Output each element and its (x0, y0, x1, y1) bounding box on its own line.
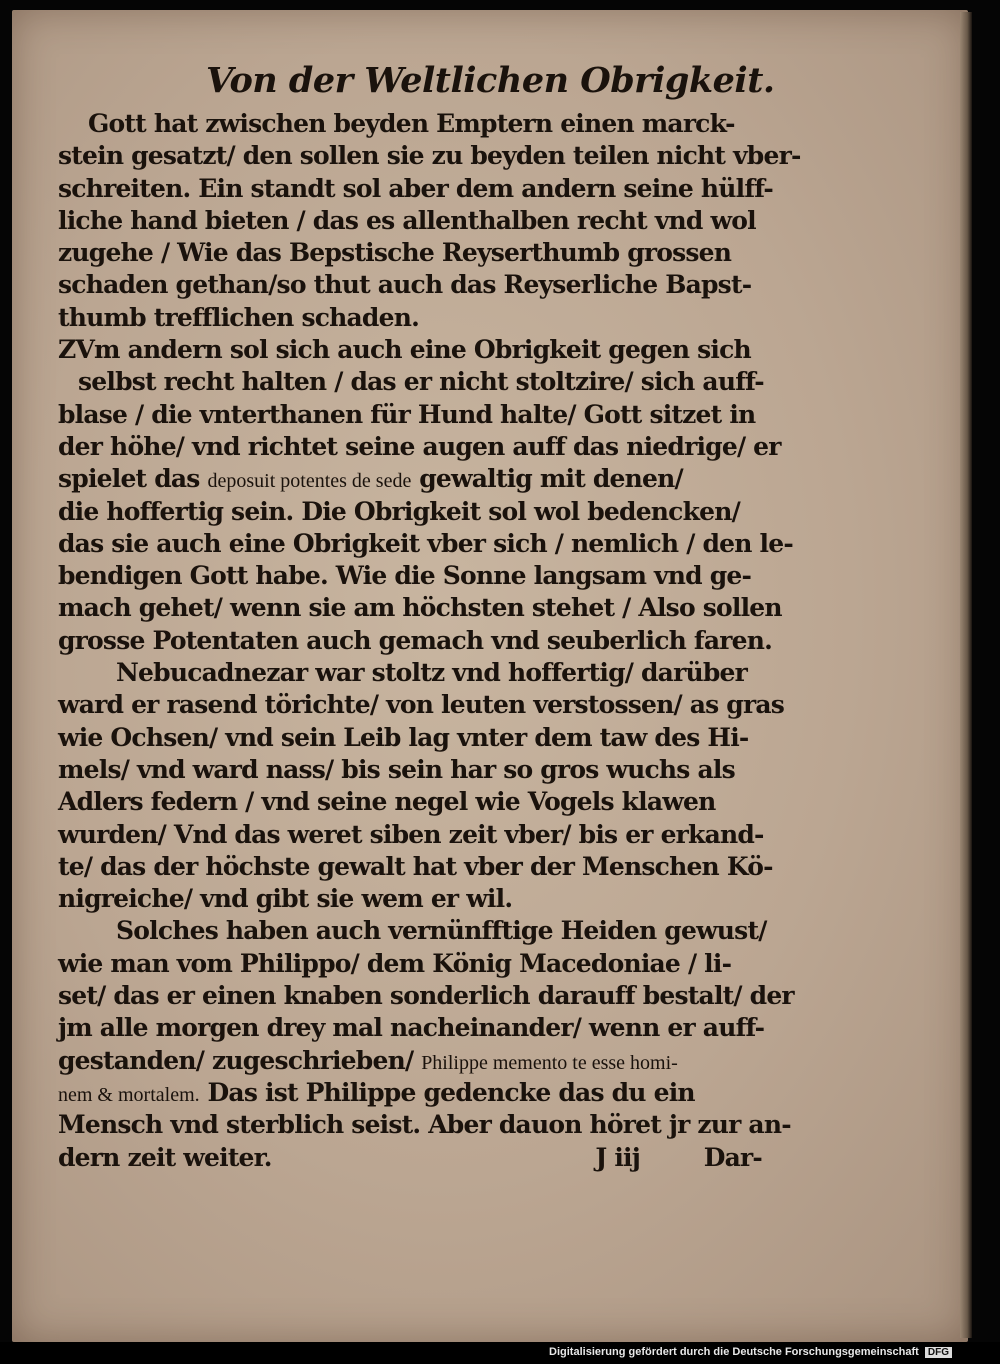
text-line: schreiten. Ein standt sol aber dem andern seine hülff- (58, 173, 773, 203)
signature-mark: J iij (595, 1142, 640, 1172)
text-line: mach gehet/ wenn sie am höchsten stehet / Also sollen (58, 593, 782, 623)
text-line: mels/ vnd ward nass/ bis sein har so gros wuchs als (58, 754, 735, 784)
text-line: schaden gethan/so thut auch das Reyserliche Bapst- (58, 270, 752, 300)
dfg-logo: DFG (925, 1347, 952, 1358)
text-line: wie Ochsen/ vnd sein Leib lag vnter dem taw des Hi- (58, 722, 749, 752)
catchword: Dar- (703, 1142, 762, 1172)
text-line: wurden/ Vnd das weret siben zeit vber/ bis er erkand- (58, 819, 764, 849)
text-line: die hoffertig sein. Die Obrigkeit sol wol bedencken/ (58, 496, 740, 526)
text-line: Mensch vnd sterblich seist. Aber dauon höret jr zur an- (58, 1110, 791, 1140)
text-segment: gestanden/ zugeschrieben/ (58, 1045, 414, 1075)
text-line: grosse Potentaten auch gemach vnd seuberlich faren. (58, 625, 773, 655)
text-line: der höhe/ vnd richtet seine augen auff das niedrige/ er (58, 431, 781, 461)
text-line: das sie auch eine Obrigkeit vber sich / nemlich / den le- (58, 528, 793, 558)
text-line: zugehe / Wie das Bepstische Reyserthumb grossen (58, 238, 732, 268)
latin-quote: nem & mortalem. (58, 1083, 200, 1106)
text-segment: Das ist Philippe gedencke das du ein (207, 1077, 695, 1107)
text-line: liche hand bieten / das es allenthalben recht vnd wol (58, 205, 756, 235)
latin-quote: deposuit potentes de sede (207, 470, 412, 493)
text-line-mixed (58, 1077, 778, 1109)
text-line: jm alle morgen drey mal nacheinander/ wenn er auff- (58, 1013, 765, 1043)
text-line: te/ das der höchste gewalt hat vber der Menschen Kö- (58, 851, 773, 881)
page-edge (960, 12, 972, 1338)
text-segment: dern zeit weiter. (58, 1142, 272, 1172)
text-line: selbst recht halten / das er nicht stoltzire/ sich auff- (78, 367, 764, 397)
text-line: bendigen Gott habe. Wie die Sonne langsam vnd ge- (58, 561, 752, 591)
latin-quote: Philippe memento te esse homi- (421, 1051, 678, 1074)
page-text (58, 58, 801, 1174)
text-line: Nebucadnezar war stoltz vnd hoffertig/ darüber (116, 658, 747, 688)
text-line: ZVm andern sol sich auch eine Obrigkeit gegen sich (58, 335, 751, 365)
last-line (58, 1142, 762, 1174)
text-line-mixed (58, 1045, 778, 1077)
footer-text: Digitalisierung gefördert durch die Deutsche Forschungsgemeinschaft (549, 1346, 919, 1358)
text-line: Adlers federn / vnd seine negel wie Vogels klawen (58, 787, 716, 817)
text-line: stein gesatzt/ den sollen sie zu beyden teilen nicht vber- (58, 141, 801, 171)
text-line: set/ das er einen knaben sonderlich darauff bestalt/ der (58, 981, 794, 1011)
text-line: thumb trefflichen schaden. (58, 302, 419, 332)
text-line: blase / die vnterthanen für Hund halte/ Gott sitzet in (58, 399, 756, 429)
text-line: wie man vom Philippo/ dem König Macedoniae / li- (58, 948, 732, 978)
text-line: Gott hat zwischen beyden Emptern einen marck- (88, 109, 735, 138)
running-head: Von der Weltlichen Obrigkeit. (206, 60, 775, 101)
text-segment: gewaltig mit denen/ (419, 464, 683, 494)
text-line: ward er rasend törichte/ von leuten verstossen/ as gras (58, 690, 785, 720)
footer-credit (549, 1346, 952, 1358)
text-line-mixed (58, 463, 778, 495)
text-line: nigreiche/ vnd gibt sie wem er wil. (58, 884, 513, 914)
text-line: Solches haben auch vernünfftige Heiden gewust/ (116, 916, 767, 946)
text-segment: spielet das (58, 464, 200, 494)
